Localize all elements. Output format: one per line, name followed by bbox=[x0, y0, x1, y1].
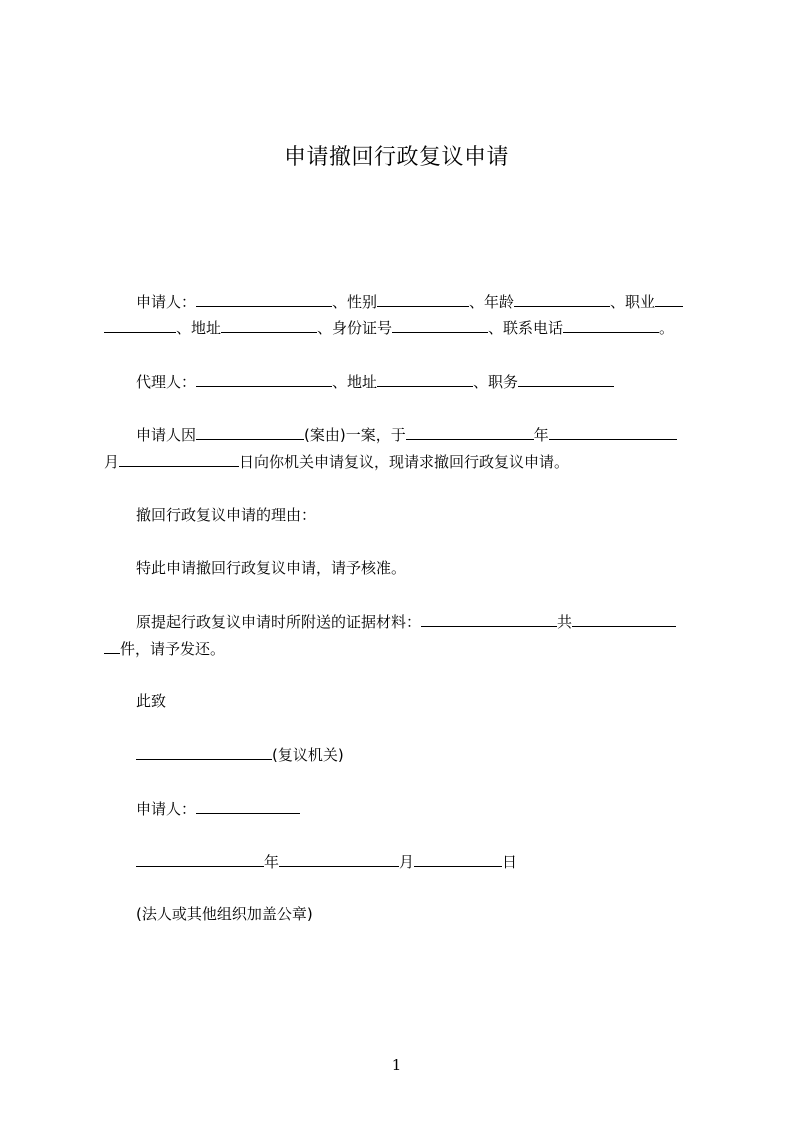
signature-blank bbox=[196, 798, 300, 814]
date-month-blank bbox=[279, 851, 399, 867]
reason-label: 撤回行政复议申请的理由： bbox=[136, 506, 317, 524]
materials-rest: 件，请予发还。 bbox=[120, 640, 226, 658]
case-day-blank bbox=[119, 451, 239, 467]
agent-name-blank bbox=[196, 371, 332, 387]
sign-label: 申请人： bbox=[136, 800, 197, 818]
case-year-label: 年 bbox=[533, 426, 549, 444]
recipient-blank bbox=[136, 744, 272, 760]
age-blank bbox=[514, 291, 610, 307]
address-blank bbox=[221, 317, 317, 333]
date-month-label: 月 bbox=[399, 853, 415, 871]
recipient-suffix: (复议机关) bbox=[272, 746, 344, 764]
request-text: 特此申请撤回行政复议申请，请予核准。 bbox=[136, 559, 407, 577]
applicant-label: 申请人： bbox=[136, 293, 197, 311]
materials-count-blank bbox=[572, 611, 676, 627]
case-rest: 日向你机关申请复议，现请求撤回行政复议申请。 bbox=[239, 453, 570, 471]
agent-position-label: 、职务 bbox=[473, 373, 519, 391]
case-month-label: 月 bbox=[104, 453, 120, 471]
agent-position-blank bbox=[518, 371, 614, 387]
phone-blank bbox=[563, 317, 659, 333]
agent-address-label: 、地址 bbox=[332, 373, 378, 391]
applicant-line-1 bbox=[104, 291, 736, 312]
applicant-end: 。 bbox=[659, 319, 675, 337]
date-day-label: 日 bbox=[502, 853, 518, 871]
date-year-blank bbox=[136, 851, 264, 867]
materials-total-label: 共 bbox=[557, 613, 573, 631]
address-label: 、地址 bbox=[176, 319, 222, 337]
case-prefix: 申请人因 bbox=[136, 426, 197, 444]
salutation: 此致 bbox=[136, 692, 167, 710]
case-month-blank bbox=[549, 424, 677, 440]
job-blank bbox=[655, 291, 683, 307]
case-blank bbox=[196, 424, 304, 440]
seal-note: (法人或其他组织加盖公章) bbox=[136, 905, 313, 923]
applicant-name-blank bbox=[196, 291, 332, 307]
materials-blank bbox=[421, 611, 557, 627]
agent-label: 代理人： bbox=[136, 373, 197, 391]
job-label: 、职业 bbox=[610, 293, 656, 311]
gender-label: 、性别 bbox=[332, 293, 378, 311]
job-blank-cont bbox=[104, 317, 176, 333]
case-line-1 bbox=[104, 424, 736, 445]
phone-label: 、联系电话 bbox=[488, 319, 564, 337]
applicant-line-2 bbox=[104, 317, 704, 338]
materials-line-1 bbox=[104, 611, 736, 632]
case-label: (案由)一案，于 bbox=[304, 426, 406, 444]
agent-line bbox=[104, 371, 736, 392]
gender-blank bbox=[377, 291, 469, 307]
id-label: 、身份证号 bbox=[317, 319, 393, 337]
age-label: 、年龄 bbox=[469, 293, 515, 311]
case-line-2 bbox=[104, 451, 704, 472]
case-year-blank bbox=[406, 424, 534, 440]
page-number: 1 bbox=[391, 1056, 402, 1074]
materials-prefix: 原提起行政复议申请时所附送的证据材料： bbox=[136, 613, 422, 631]
materials-line-2 bbox=[104, 638, 704, 659]
signature-line bbox=[104, 798, 736, 819]
document-title: 申请撤回行政复议申请 bbox=[283, 145, 509, 170]
agent-address-blank bbox=[377, 371, 473, 387]
date-year-label: 年 bbox=[264, 853, 280, 871]
materials-count-blank-cont bbox=[104, 638, 120, 654]
id-blank bbox=[392, 317, 488, 333]
date-line bbox=[104, 851, 736, 872]
date-day-blank bbox=[414, 851, 502, 867]
recipient-line bbox=[104, 744, 736, 765]
